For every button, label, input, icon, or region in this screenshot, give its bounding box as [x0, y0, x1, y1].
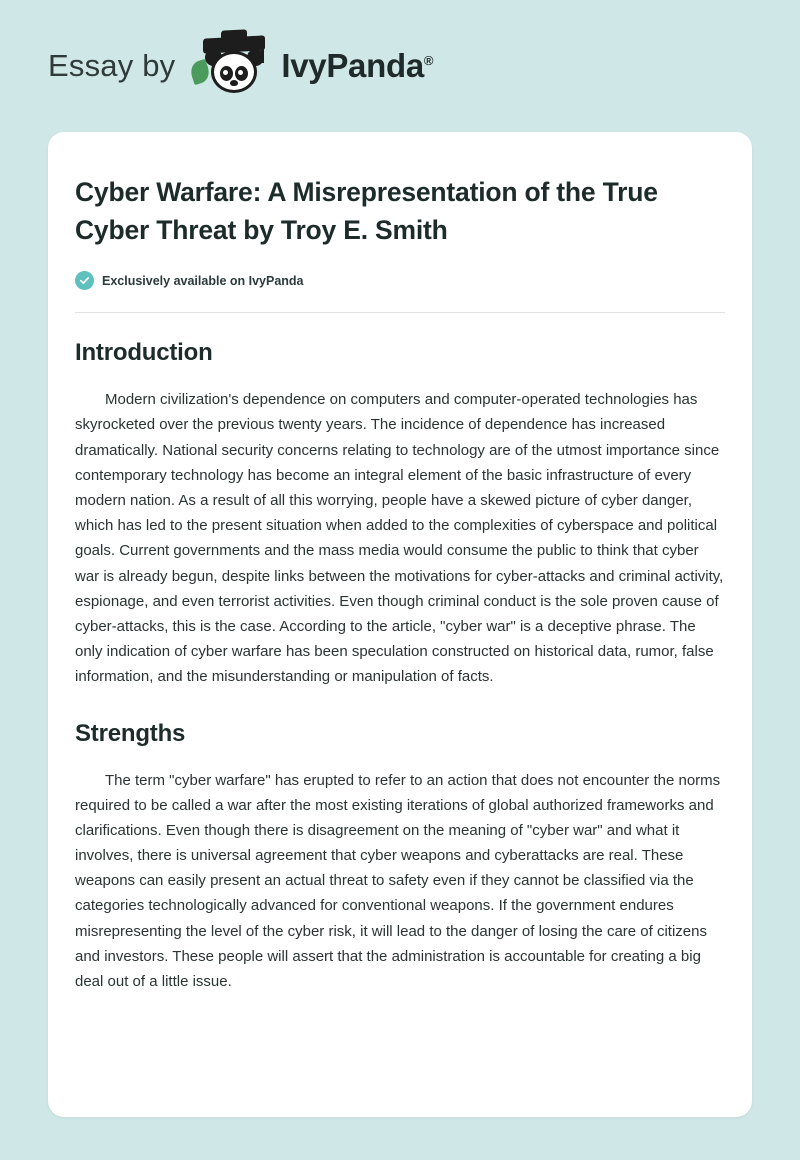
- panda-graduate-icon: [189, 35, 275, 97]
- essay-by-label: Essay by: [48, 48, 176, 83]
- status-badge-label: Exclusively available on IvyPanda: [102, 273, 304, 288]
- status-badge: [75, 271, 725, 290]
- divider: [75, 312, 725, 313]
- brand-name: [281, 47, 433, 85]
- section-paragraph-strengths: The term "cyber warfare" has erupted to refer to an action that does not encounter the norms required to be called a war after the most existing iterations of global authorized frameworks and clarifications. Even though there is disagreement on the meaning of "cyber war" and what it involves, there is universal agreement that cyber weapons and cyberattacks are real. These weapons can easily present an actual threat to safety even if they cannot be classified via the categories technologically advanced for conventional weapons. If the government endures misrepresenting the level of the cyber risk, it will lead to the danger of losing the care of citizens and investors. These people will assert that the administration is accountable for creating a big deal out of a little issue.: [75, 771, 721, 990]
- page-title: Cyber Warfare: A Misrepresentation of the True Cyber Threat by Troy E. Smith: [75, 177, 658, 245]
- section-heading-strengths: Strengths: [75, 719, 186, 747]
- section-heading-introduction: Introduction: [75, 339, 213, 367]
- ivypanda-logo[interactable]: [189, 35, 433, 97]
- essay-card: [48, 132, 752, 1117]
- brand-header: [48, 0, 752, 132]
- registered-mark: ®: [423, 53, 434, 68]
- brand-name-text: IvyPanda: [281, 47, 424, 84]
- section-paragraph-introduction: Modern civilization's dependence on computers and computer-operated technologies has skyrocketed over the previous twenty years. The incidence of dependence has increased dramatically. National security concerns relating to technology are of the utmost importance since contemporary technology has become an integral element of the basic infrastructure of every modern nation. As a result of all this worrying, people have a skewed picture of cyber danger, which has led to the present situation when added to the complexities of cyberspace and political goals. Current governments and the mass media would consume the public to think that cyber war is already begun, despite links between the motivations for cyber-attacks and criminal activity, espionage, and even terrorist activities. Even though criminal conduct is the sole proven cause of cyber-attacks, this is the case. According to the article, "cyber war" is a deceptive phrase. The only indication of cyber warfare has been speculation constructed on historical data, rumor, false information, and the misunderstanding or manipulation of facts.: [75, 391, 724, 686]
- check-circle-icon: [75, 271, 94, 290]
